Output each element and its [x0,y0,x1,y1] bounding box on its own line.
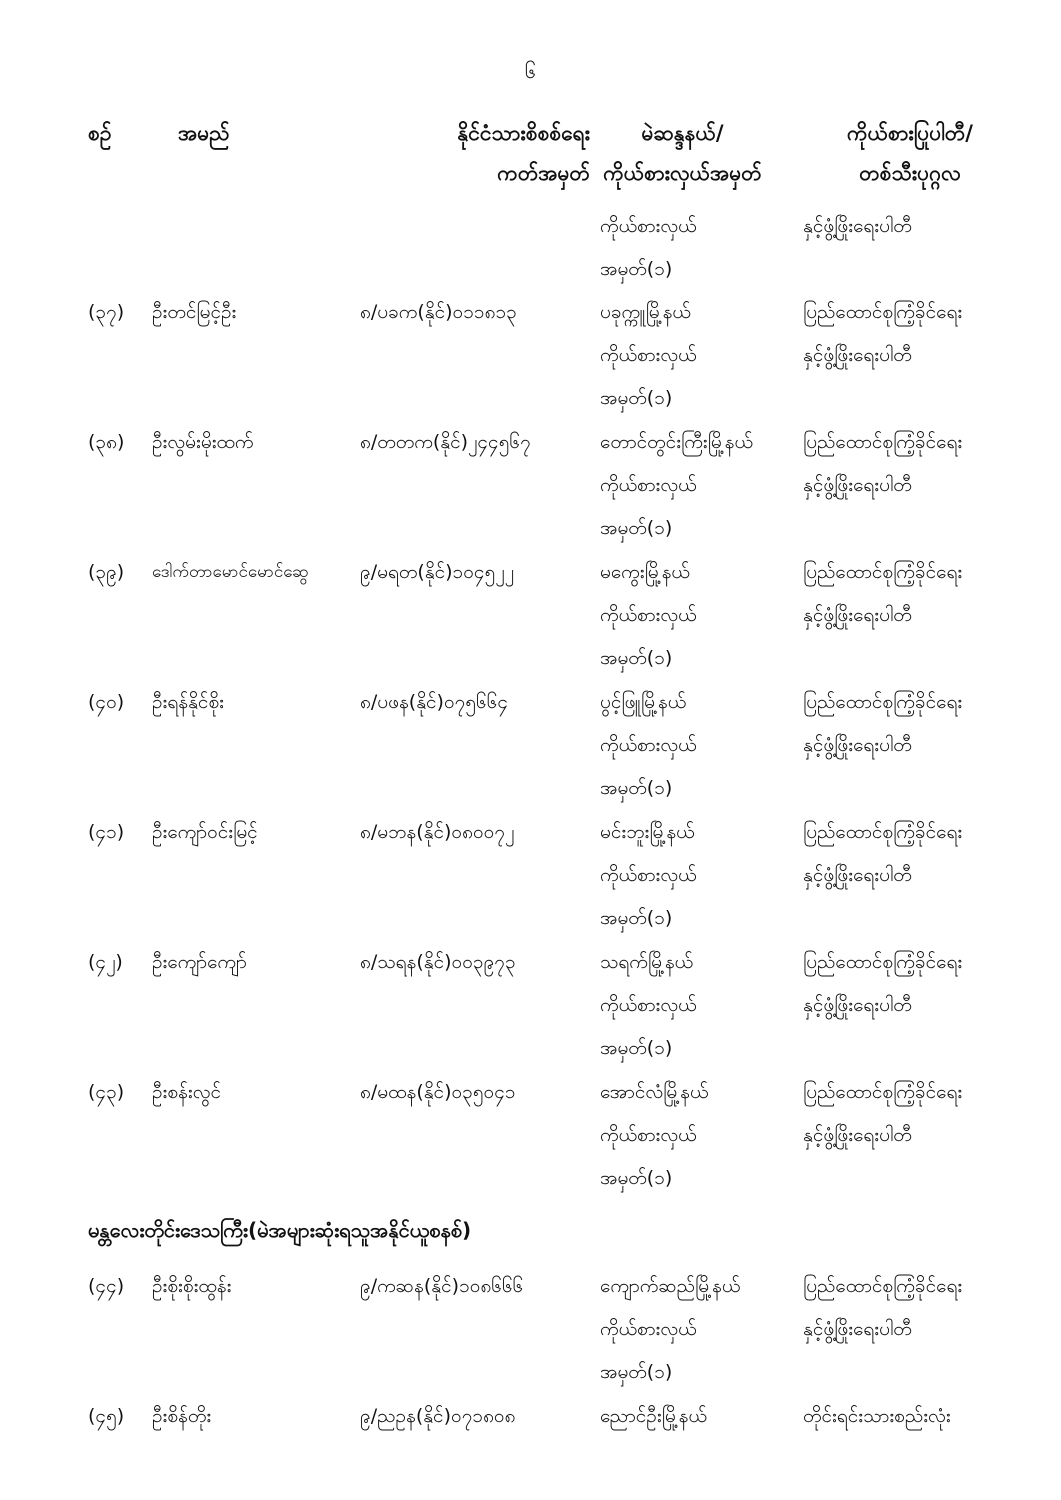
row-no: (၄၁) [88,821,125,843]
row-no: (၄၀) [88,691,125,713]
header-party-line2: တစ်သီးပုဂ္ဂလ [859,161,961,185]
row-name: ဦးတင်မြင့်ဦး [152,301,237,323]
row-constituency: မင်းဘူးမြို့နယ် ကိုယ်စားလှယ် အမှတ်(၁) [600,821,697,929]
table-body [0,205,1061,1445]
row-constituency: သရက်မြို့နယ် ကိုယ်စားလှယ် အမှတ်(၁) [600,951,697,1059]
row-no: (၃၉) [88,561,125,583]
row-name: ဒေါက်တာမောင်မောင်ဆွေ [152,562,309,582]
row-nrc: ၉/ညဥန(နိုင်)၀၇၁၈၀၈ [360,1405,516,1427]
table-row [0,941,1061,1071]
row-nrc: ၈/တတက(နိုင်)၂၄၄၅၆၇ [360,431,531,453]
row-name: ဦးလွမ်းမိုးထက် [152,431,254,453]
row-nrc: ၉/မရတ(နိုင်)၁၀၄၅၂၂ [360,561,514,583]
header-nrc-line1: နိုင်ငံသားစိစစ်ရေး [457,121,590,145]
header-party-line1: ကိုယ်စားပြုပါတီ/ [847,121,973,145]
row-constituency: ပခုက္ကူမြို့နယ် ကိုယ်စားလှယ် အမှတ်(၁) [600,301,697,409]
row-constituency: ညောင်ဦးမြို့နယ် [600,1405,707,1427]
row-name: ဦးကျော်ဝင်းမြင့် [152,821,258,843]
header-nrc-line2: ကတ်အမှတ် [497,161,590,185]
row-party: ပြည်ထောင်စုကြံ့ခိုင်ရေး နှင့်ဖွံ့ဖြိုးရေးပါတီ [803,1081,963,1146]
row-no: (၄၅) [88,1405,125,1427]
row-no: (၄၄) [88,1275,125,1297]
header-constituency-line1: မဲဆန္ဒနယ်/ [641,121,724,145]
row-constituency: ပွင့်ဖြူမြို့နယ် ကိုယ်စားလှယ် အမှတ်(၁) [600,691,697,799]
row-party: ပြည်ထောင်စုကြံ့ခိုင်ရေး နှင့်ဖွံ့ဖြိုးရေးပါတီ [803,561,963,626]
row-no: (၃၈) [88,431,125,453]
header-no: စဉ် [88,121,112,145]
row-name: ဦးစိုးစိုးထွန်း [152,1275,232,1297]
row-constituency: တောင်တွင်းကြီးမြို့နယ် ကိုယ်စားလှယ် အမှတ်(၁) [600,431,753,539]
page-number: ၆ [524,59,537,83]
row-party: ပြည်ထောင်စုကြံ့ခိုင်ရေး နှင့်ဖွံ့ဖြိုးရေးပါတီ [803,821,963,886]
row-no: (၄၂) [88,951,123,973]
row-name: ဦးစိန်တိုး [152,1405,212,1427]
table-row [0,1395,1061,1445]
row-party: တိုင်းရင်းသားစည်းလုံး [803,1405,951,1427]
row-party: ပြည်ထောင်စုကြံ့ခိုင်ရေး နှင့်ဖွံ့ဖြိုးရေးပါတီ [803,691,963,756]
table-row [0,291,1061,421]
table-row-continued [0,205,1061,291]
row-party: ပြည်ထောင်စုကြံ့ခိုင်ရေး နှင့်ဖွံ့ဖြိုးရေးပါတီ [803,301,963,366]
row-nrc: ၉/ကဆန(နိုင်)၁၀၈၆၆၆ [360,1275,524,1297]
row-party: ပြည်ထောင်စုကြံ့ခိုင်ရေး နှင့်ဖွံ့ဖြိုးရေးပါတီ [803,1275,963,1340]
table-row [0,681,1061,811]
header-constituency-line2: ကိုယ်စားလှယ်အမှတ် [603,161,762,185]
table-row [0,811,1061,941]
section-title: မန္တလေးတိုင်းဒေသကြီး(မဲအများဆုံးရသူအနိုင်ယူစနစ်) [88,1218,472,1242]
row-constituency: မကွေးမြို့နယ် ကိုယ်စားလှယ် အမှတ်(၁) [600,561,697,669]
table-row [0,1265,1061,1395]
table-row [0,551,1061,681]
table-row [0,1071,1061,1201]
table-row [0,421,1061,551]
row-no: (၃၇) [88,301,125,323]
row-constituency: ကိုယ်စားလှယ် အမှတ်(၁) [600,215,697,280]
row-nrc: ၈/မထန(နိုင်)၀၃၅၀၄၁ [360,1081,516,1103]
row-party: ပြည်ထောင်စုကြံ့ခိုင်ရေး နှင့်ဖွံ့ဖြိုးရေးပါတီ [803,431,963,496]
row-name: ဦးကျော်ကျော် [152,951,247,973]
row-name: ဦးစန်းလွင် [152,1081,222,1103]
row-no: (၄၃) [88,1081,125,1103]
row-nrc: ၈/ပဖန(နိုင်)၀၇၅၆၆၄ [360,691,509,713]
row-nrc: ၈/မဘန(နိုင်)၀၈၀၀၇၂ [360,821,515,843]
row-constituency: အောင်လံမြို့နယ် ကိုယ်စားလှယ် အမှတ်(၁) [600,1081,709,1189]
row-constituency: ကျောက်ဆည်မြို့နယ် ကိုယ်စားလှယ် အမှတ်(၁) [600,1275,741,1383]
row-party: ပြည်ထောင်စုကြံ့ခိုင်ရေး နှင့်ဖွံ့ဖြိုးရေးပါတီ [803,951,963,1016]
header-name: အမည် [178,121,230,145]
row-name: ဦးရန်နိုင်စိုး [152,691,224,713]
row-nrc: ၈/ပခက(နိုင်)၀၁၁၈၁၃ [360,301,517,323]
row-nrc: ၈/သရန(နိုင်)၀၀၃၉၇၃ [360,951,516,973]
row-party: နှင့်ဖွံ့ဖြိုးရေးပါတီ [803,215,912,237]
